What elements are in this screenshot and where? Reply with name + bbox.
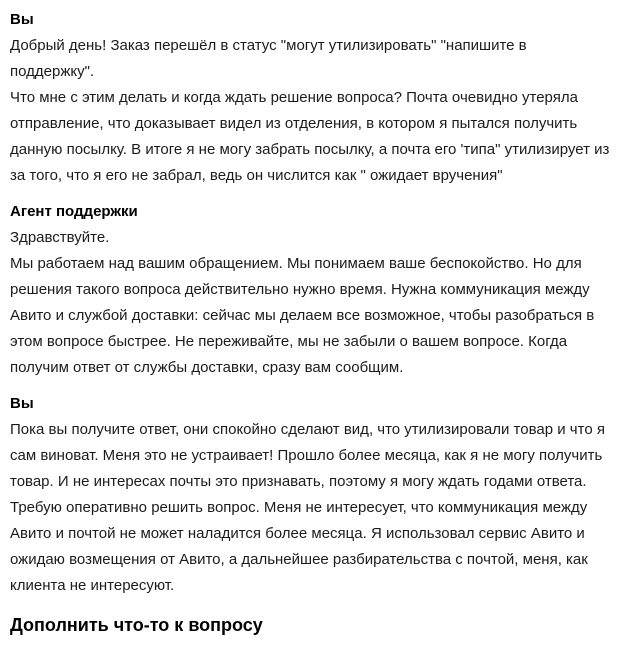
message-author: Агент поддержки — [10, 203, 138, 220]
message-paragraph: Пока вы получите ответ, они спокойно сделают вид, что утилизировали товар и что я сам виноват. Меня это не устраивает! Прошло более месяца, как я не могу получить товар. И не интересах почты это признавать, поэтому я могу ждать годами ответа. Требую оперативно решить вопрос. Меня не интересует, что коммуникация между Авито и почтой не может наладится более месяца. Я использовал сервис Авито и ожидаю возмещения от Авито, а дальнейшее разбирательства с почтой, меня, как клиента не интересуют. — [10, 421, 605, 594]
message-paragraph: Добрый день! Заказ перешёл в статус "могут утилизировать" "напишите в поддержку". — [10, 37, 527, 80]
chat-message-user-1 — [10, 7, 610, 189]
chat-message-user-2 — [10, 391, 610, 599]
message-author: Вы — [10, 395, 34, 412]
message-paragraph: Здравствуйте. — [10, 229, 110, 246]
message-paragraph: Что мне с этим делать и когда ждать решение вопроса? Почта очевидно утеряла отправление, что доказывает видел из отделения, в котором я пытался получить данную посылку. В итоге я не могу забрать посылку, а почта его 'типа" утилизирует из за того, что я его не забрал, ведь он числится как " ожидает вручения" — [10, 89, 610, 184]
add-to-question-heading: Дополнить что-то к вопросу — [10, 615, 263, 635]
message-paragraph: Мы работаем над вашим обращением. Мы понимаем ваше беспокойство. Но для решения такого вопроса действительно нужно время. Нужна коммуникация между Авито и службой доставки: сейчас мы делаем все возможное, чтобы разобраться в этом вопросе быстрее. Не переживайте, мы не забыли о вашем вопросе. Когда получим ответ от службы доставки, сразу вам сообщим. — [10, 255, 595, 376]
chat-message-agent — [10, 199, 610, 381]
message-author: Вы — [10, 11, 34, 28]
